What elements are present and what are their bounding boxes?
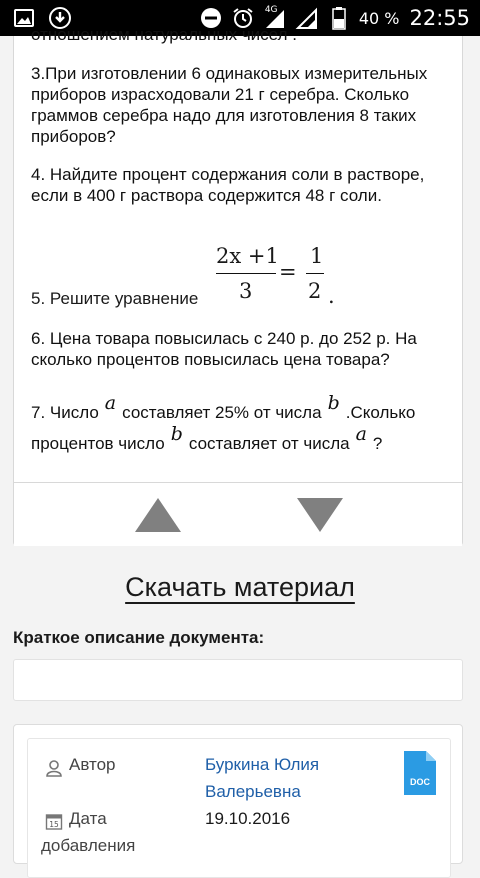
description-box [13,659,463,701]
question-7 [31,392,451,459]
author-name-line1: Буркина Юлия [205,755,320,774]
question-7-text: 7. Число [31,403,99,422]
equation [214,244,344,314]
triangle-down-icon [295,496,345,534]
document-info [27,738,451,878]
equation-left-denominator: 3 [239,279,253,303]
doc-file-icon[interactable] [404,751,436,795]
download-link[interactable]: Скачать материал [125,572,355,602]
info-card [13,724,463,864]
question-7-text: составляет от числа [188,434,350,453]
question-7-text: составляет 25% от числа [122,403,322,422]
math-variable: b [170,423,183,445]
page-navigation [14,482,462,546]
clock: 22:55 [409,6,470,30]
question-6: 6. Цена товара повысилась с 240 р. до 252 р. На сколько процентов повысилась цена товара? [31,329,417,369]
equation-equals: = [279,260,297,284]
question-5-label: 5. Решите уравнение [31,289,199,308]
next-page-button[interactable] [294,495,346,535]
author-label: Автор [69,755,116,774]
previous-page-button[interactable] [132,495,184,535]
equation-right-numerator: 1 [310,244,324,268]
question-7-text: .Сколько процентов число [31,403,416,453]
fraction-bar [216,273,276,274]
math-variable: a [104,392,117,414]
question-2-cut: отношением натуральных чисел . [31,25,297,44]
network-label: 4G [264,5,278,15]
math-variable: b [327,392,340,414]
svg-text:15: 15 [49,820,59,829]
equation-end: . [328,284,335,308]
document-viewer [13,25,463,546]
date-label [41,805,135,859]
question-3: 3.При изготовлении 6 одинаковых измерительных приборов израсходовали 21 г серебра. Сколько граммов серебра надо для изготовления 8 таких приборов? [31,64,428,146]
author-link[interactable] [205,751,319,805]
date-value: 19.10.2016 [205,809,291,828]
date-label-line2: добавления [41,836,136,855]
equation-left-numerator: 2x +1 [216,244,279,268]
download-section [0,572,480,603]
question-7-text: ? [372,434,383,453]
document-page[interactable] [14,25,462,482]
fraction-bar [306,273,324,274]
date-label-line1: Дата [69,809,107,828]
equation-right-denominator: 2 [308,279,322,303]
description-heading: Краткое описание документа: [13,628,265,647]
triangle-up-icon [133,496,183,534]
math-variable: a [355,423,367,445]
svg-text:DOC: DOC [410,777,430,787]
author-name-line2: Валерьевна [205,782,301,801]
battery-text: 40 % [358,8,400,28]
question-4: 4. Найдите процент содержания соли в растворе, если в 400 г раствора содержится 48 г соли. [31,165,425,205]
user-icon [45,759,63,777]
